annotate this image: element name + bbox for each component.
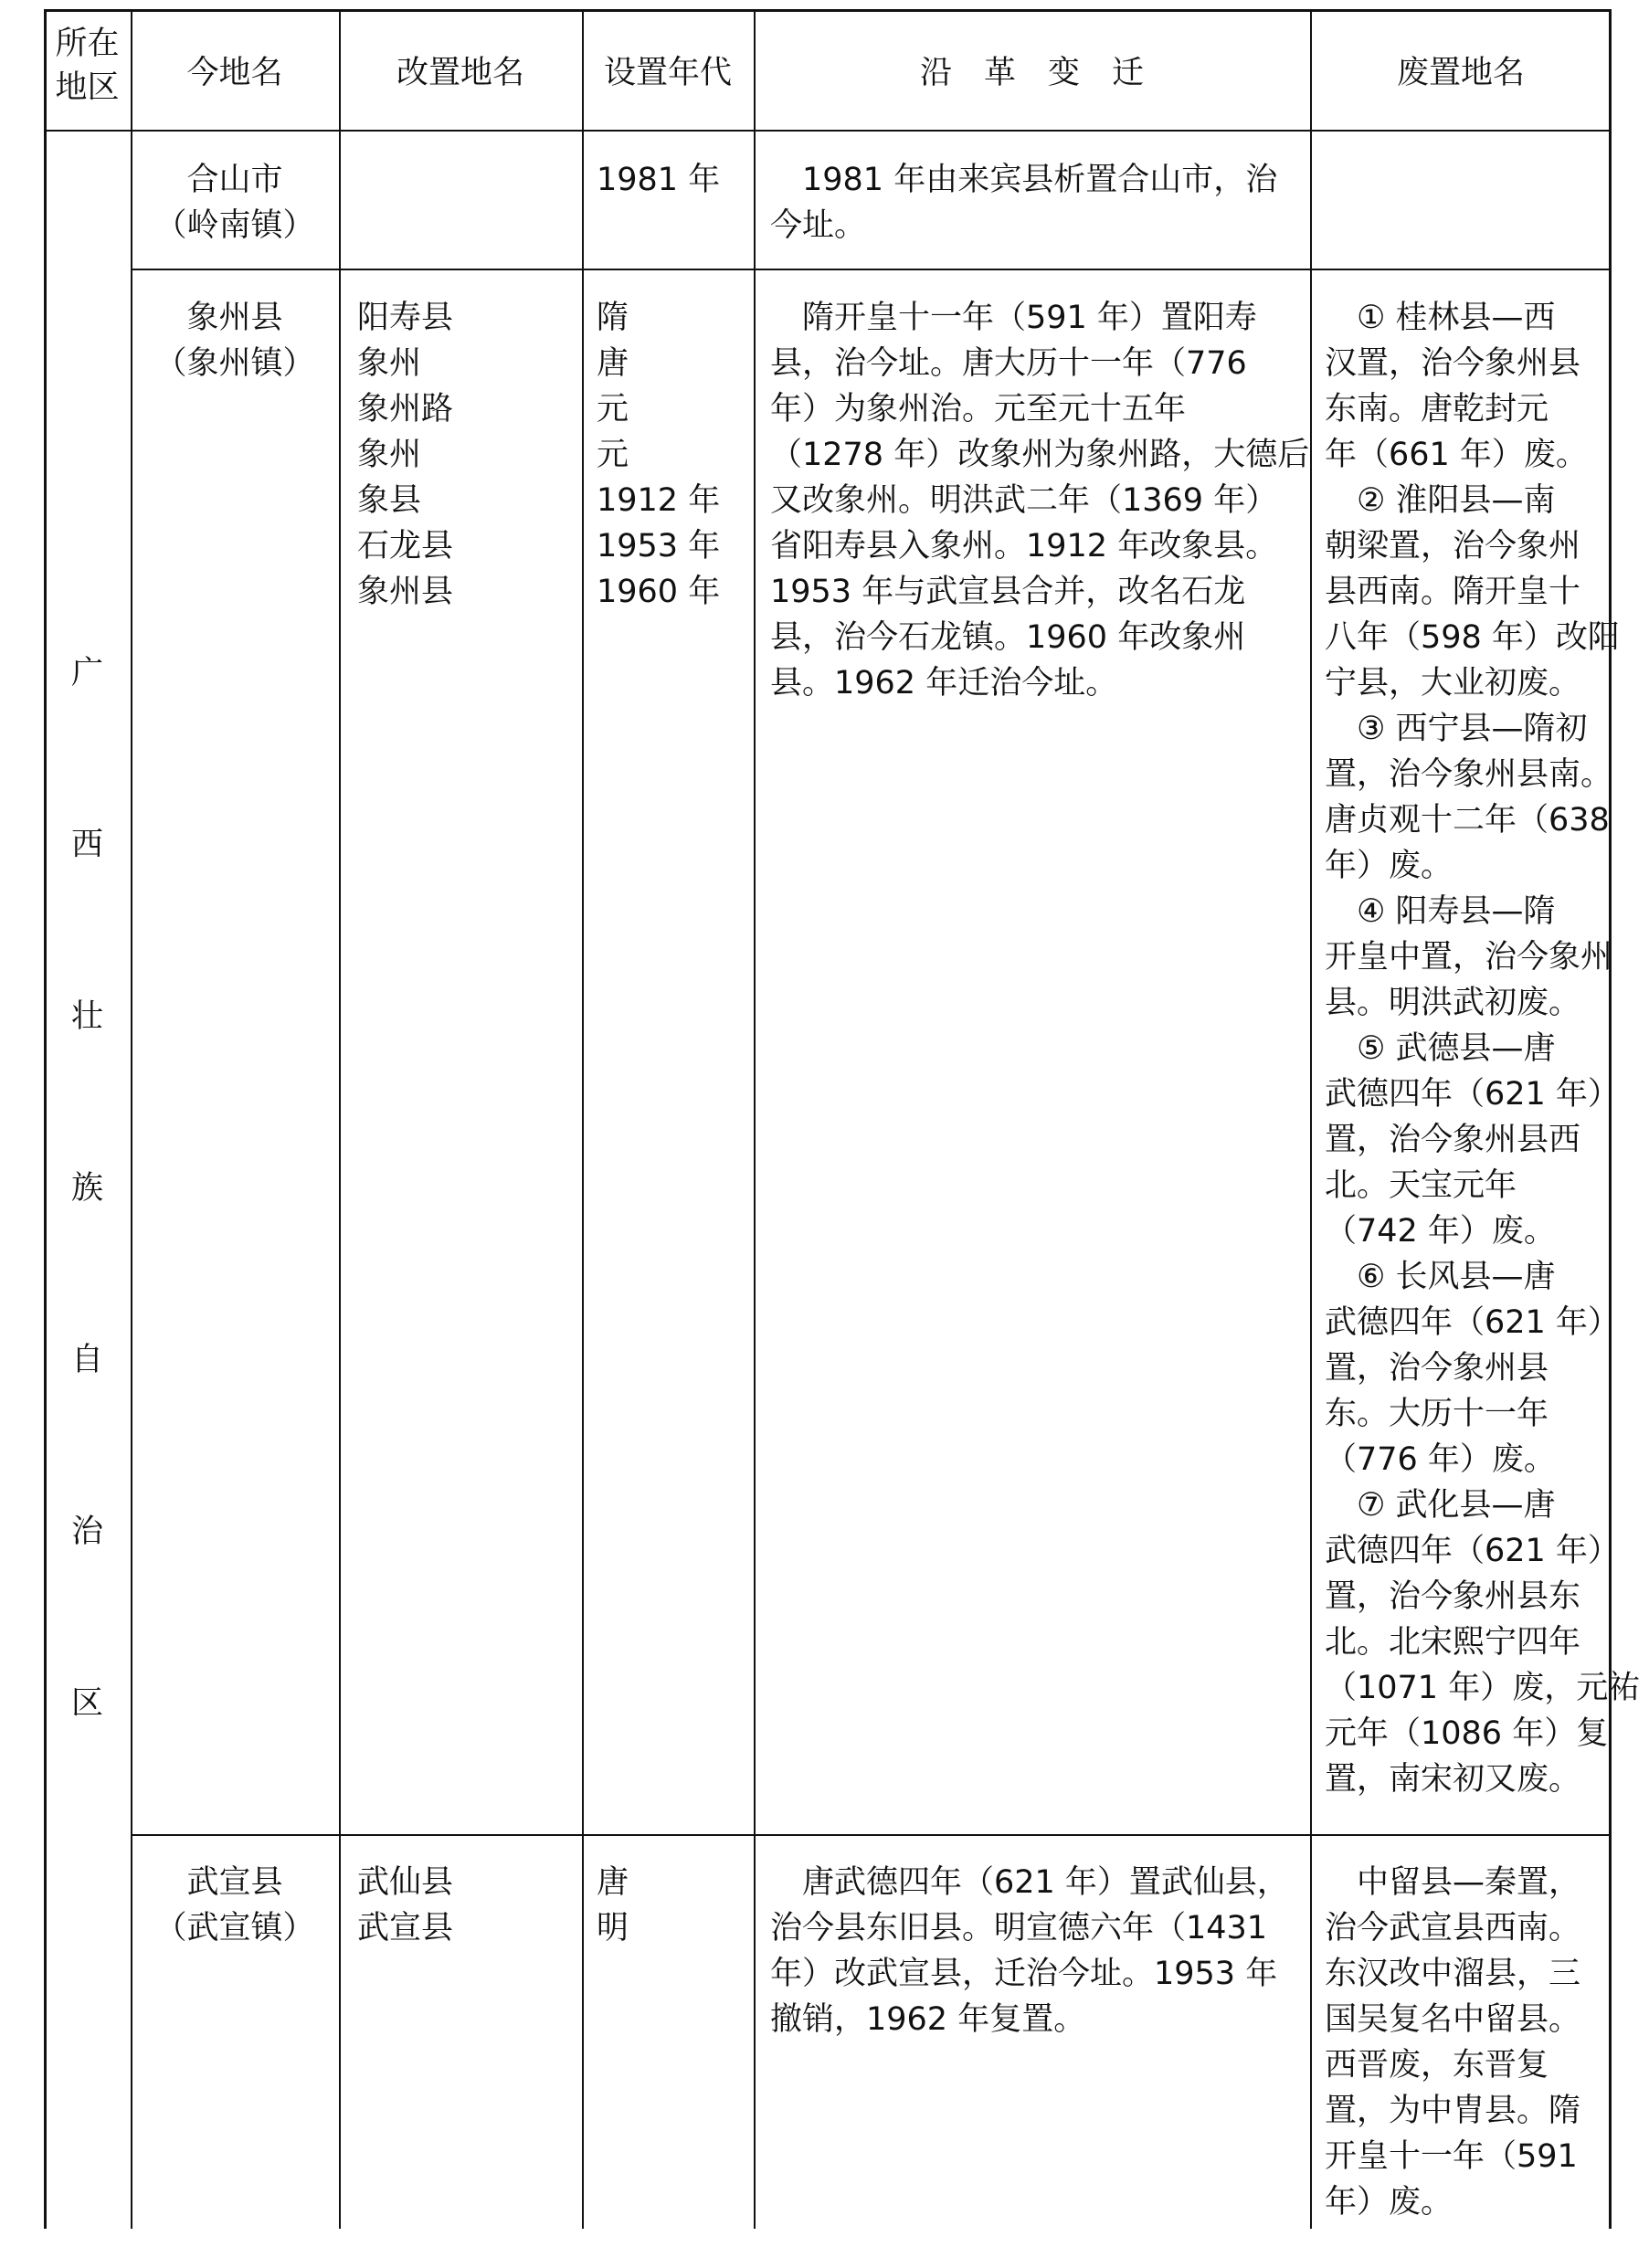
column-divider — [1310, 9, 1312, 2229]
header-history: 沿 革 变 迁 — [919, 55, 1144, 91]
table-row-1-current-name: 合山市 （岭南镇） — [154, 162, 315, 244]
header-abolished: 废置地名 — [1396, 55, 1525, 91]
table-row-2-abolished: ① 桂林县—西 汉置，治今象州县 东南。唐乾封元 年（661 年）废。 ② 淮阳县—南 朝梁置，治今象州 县西南。隋开皇十 八年（598 年）改阳 宁县，大业初废。 ③ 西宁县—隋初 置，治今象州县南。 唐贞观十二年（638 年）废。 ④ 阳寿县—隋 开皇中置，治今象州 县。明洪武初废。 ⑤ 武德县—唐 武德四年（621 年） 置，治今象州县西 北。天宝元年 （742 年）废。 ⑥ 长风县—唐 武德四年（621 年） 置，治今象州县 东。大历十一年 （776 年）废。 ⑦ 武化县—唐 武德四年（621 年） 置，治今象州县东 北。北宋熙宁四年 （1071 年）废，元祐 元年（1086 年）复 置，南宋初又废。 — [1325, 300, 1641, 1798]
table-row-3-renamed: 武仙县 武宣县 — [357, 1864, 454, 1946]
header-current-name: 今地名 — [186, 55, 283, 91]
table-row-3-abolished: 中留县—秦置， 治今武宣县西南。 东汉改中溜县，三 国吴复名中留县。 西晋废，东晋复 置，为中胄县。隋 开皇十一年（591 年）废。 — [1325, 1864, 1581, 2221]
table-row-2-history: 隋开皇十一年（591 年）置阳寿 县，治今址。唐大历十一年（776 年）为象州治。元至元十五年 （1278 年）改象州为象州路，大德后 又改象州。明洪武二年（1369 年） 省阳寿县入象州。1912 年改象县。 1953 年与武宣县合并，改名石龙 县，治今石龙镇。1960 年改象州 县。1962 年迁治今址。 — [770, 300, 1310, 701]
header-region: 所在 地区 — [55, 26, 120, 106]
table-row-2-renamed: 阳寿县 象州 象州路 象州 象县 石龙县 象州县 — [357, 300, 454, 610]
header-year: 设置年代 — [603, 55, 732, 91]
table-row-3-years: 唐 明 — [597, 1864, 629, 1946]
row-divider — [131, 1834, 1612, 1836]
header-divider — [44, 130, 1612, 132]
table-row-3-history: 唐武德四年（621 年）置武仙县， 治今县东旧县。明宣德六年（1431 年）改武宣县，迁治今址。1953 年 撤销，1962 年复置。 — [770, 1864, 1289, 2038]
table-row-2-current-name: 象州县 （象州镇） — [154, 300, 315, 382]
table-row-1-year: 1981 年 — [597, 162, 721, 198]
column-divider — [339, 9, 341, 2229]
row-divider — [131, 269, 1612, 270]
table-row-3-current-name: 武宣县 （武宣镇） — [154, 1864, 315, 1946]
column-divider — [582, 9, 584, 2229]
region-label: 广 西 壮 族 自 治 区 — [70, 655, 103, 1722]
table-row-2-years: 隋 唐 元 元 1912 年 1953 年 1960 年 — [597, 300, 721, 610]
column-divider — [754, 9, 756, 2229]
header-renamed: 改置地名 — [396, 55, 524, 91]
table-row-1-history: 1981 年由来宾县析置合山市，治 今址。 — [770, 162, 1278, 244]
